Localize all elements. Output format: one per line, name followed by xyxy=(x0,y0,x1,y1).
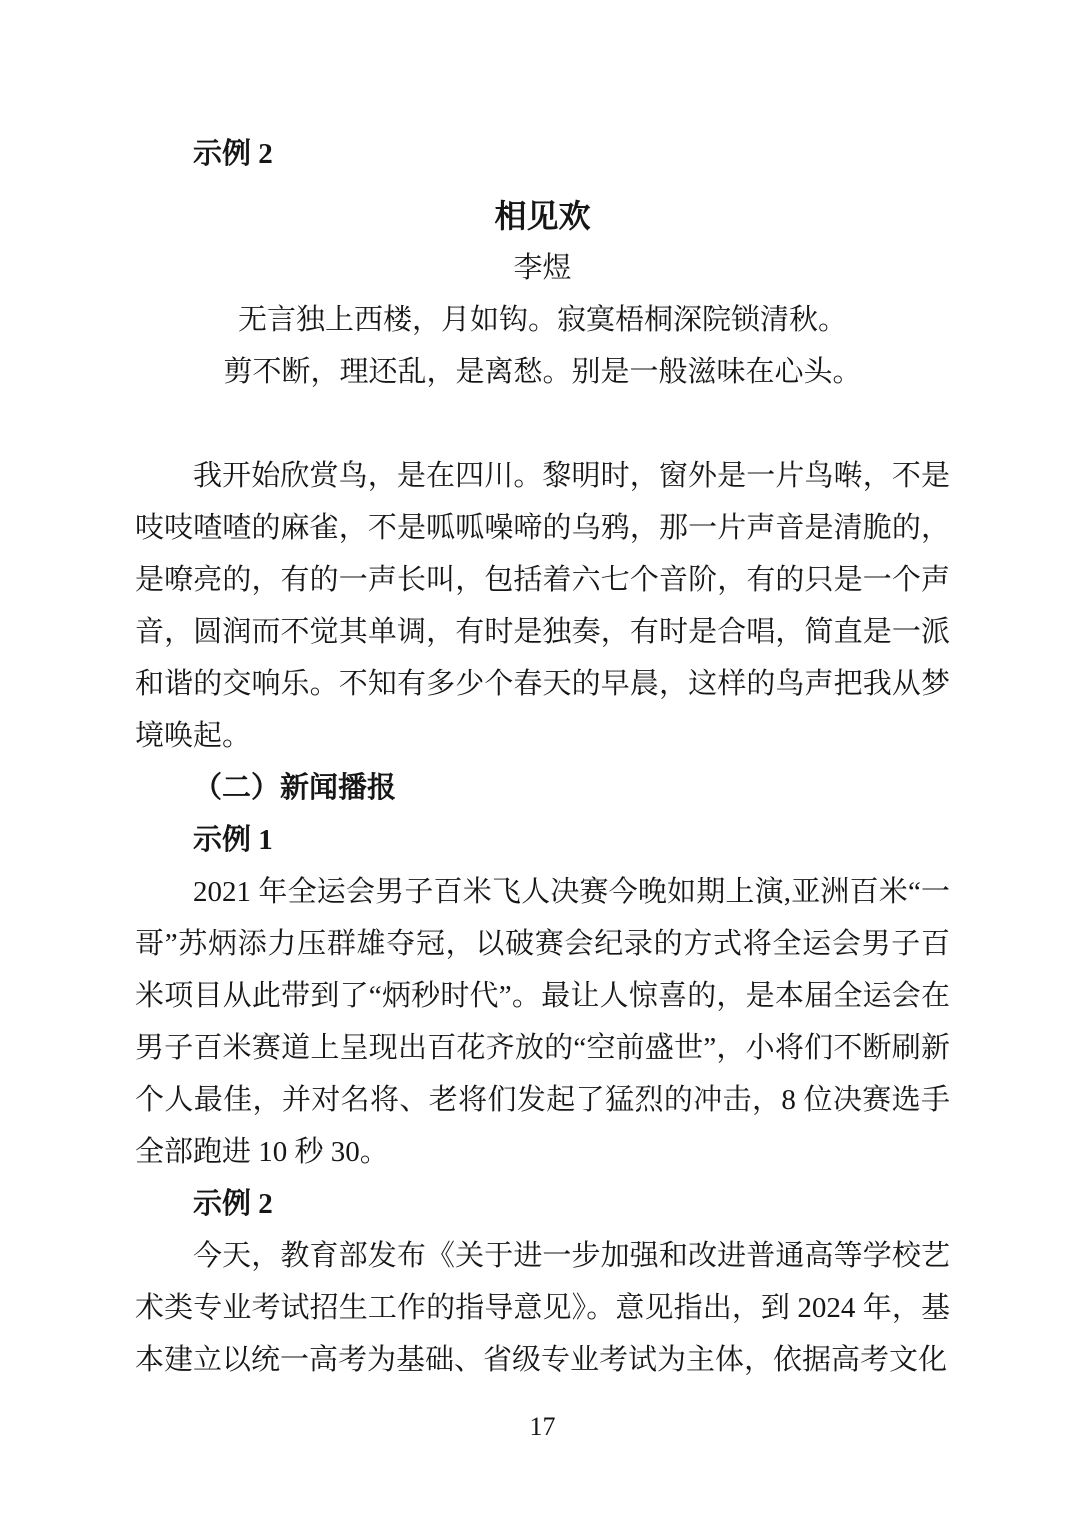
section-2-heading: （二）新闻播报 xyxy=(193,772,397,804)
news-paragraph-2: 今天，教育部发布《关于进一步加强和改进普通高等学校艺术类专业考试招生工作的指导意见》。意见指出，到 2024 年，基本建立以统一高考为基础、省级专业考试为主体，依据高考文化 xyxy=(135,1240,950,1376)
example-1-heading: 示例 1 xyxy=(193,824,273,856)
news-paragraph-1: 2021 年全运会男子百米飞人决赛今晚如期上演,亚洲百米“一哥”苏炳添力压群雄夺冠，以破赛会纪录的方式将全运会男子百米项目从此带到了“炳秒时代”。最让人惊喜的，是本届全运会在男子百米赛道上呈现出百花齐放的“空前盛世”，小将们不断刷新个人最佳，并对名将、老将们发起了猛烈的冲击，8 位决赛选手全部跑进 10 秒 30。 xyxy=(135,876,950,1168)
poem-line-1: 无言独上西楼，月如钩。寂寞梧桐深院锁清秋。 xyxy=(237,304,847,336)
poem-line-2: 剪不断，理还乱，是离愁。别是一般滋味在心头。 xyxy=(223,356,862,388)
poem-author: 李煜 xyxy=(513,252,572,284)
example-2b-heading: 示例 2 xyxy=(193,1188,273,1220)
page-number: 17 xyxy=(529,1412,556,1441)
poem-title: 相见欢 xyxy=(494,198,591,234)
example-2-heading: 示例 2 xyxy=(193,138,273,170)
prose-paragraph: 我开始欣赏鸟，是在四川。黎明时，窗外是一片鸟啭，不是吱吱喳喳的麻雀，不是呱呱噪啼的乌鸦，那一片声音是清脆的，是嘹亮的，有的一声长叫，包括着六七个音阶，有的只是一个声音，圆润而不觉其单调，有时是独奏，有时是合唱，简直是一派和谐的交响乐。不知有多少个春天的早晨，这样的鸟声把我从梦境唤起。 xyxy=(135,460,950,752)
